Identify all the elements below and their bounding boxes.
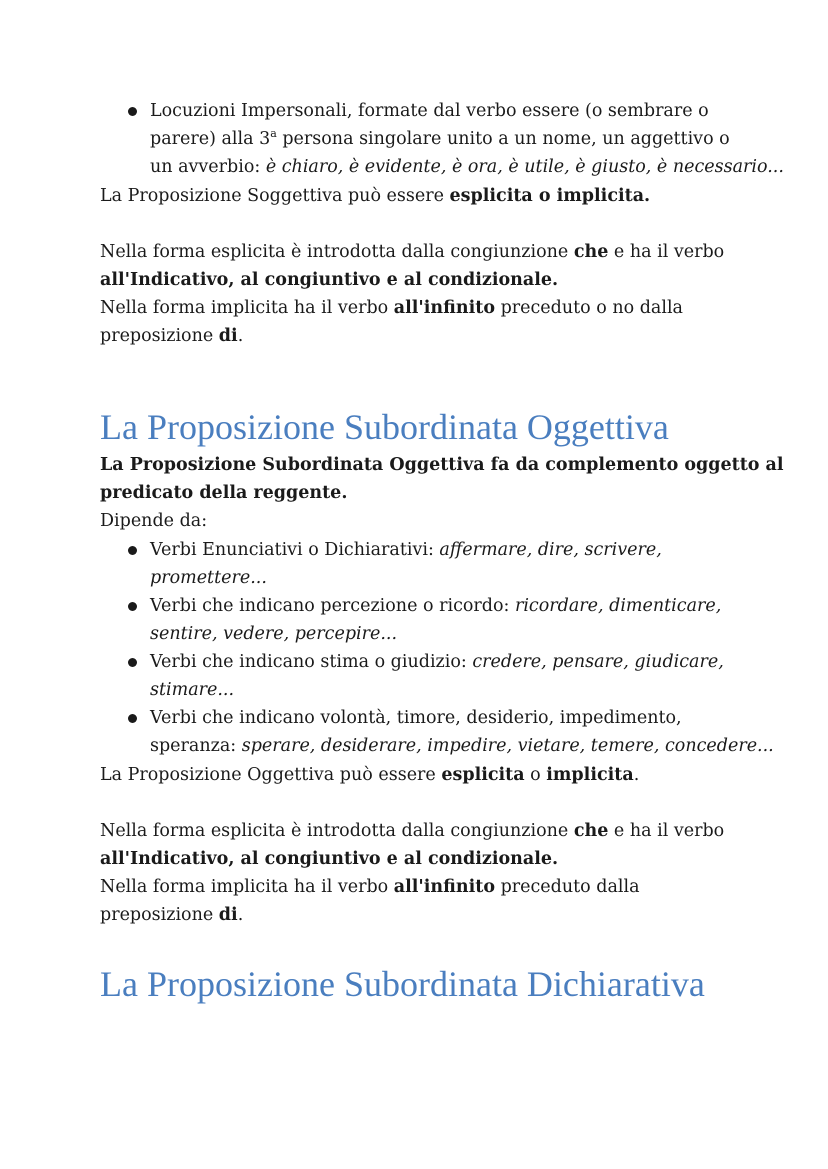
list-item-continuation: parere) alla 3$^a$ persona singolare unito a un nome, un aggettivo o (150, 127, 730, 149)
list-item: Verbi Enunciativi o Dichiarativi: affermare, dire, scrivere, (150, 540, 662, 560)
list-item: Verbi che indicano volontà, timore, desiderio, impedimento, (150, 708, 682, 728)
section-heading: La Proposizione Subordinata Dichiarativa (100, 964, 705, 1004)
list-item: Verbi che indicano percezione o ricordo: ricordare, dimenticare, (150, 596, 722, 616)
paragraph-line: Nella forma implicita ha il verbo all'infinito preceduto dalla (100, 877, 640, 897)
definition: La Proposizione Subordinata Oggettiva fa da complemento oggetto al (100, 455, 784, 475)
list-item-continuation: un avverbio: è chiaro, è evidente, è ora, è utile, è giusto, è necessario... (150, 157, 784, 177)
bullet-dot (128, 546, 137, 555)
paragraph: Nella forma esplicita è introdotta dalla congiunzione che e ha il verbo (100, 242, 725, 262)
bullet-dot (128, 658, 137, 667)
paragraph: La Proposizione Soggettiva può essere esplicita o implicita. (100, 186, 651, 206)
paragraph: Dipende da: (100, 511, 208, 531)
list-item-continuation: sentire, vedere, percepire... (150, 624, 398, 644)
bullet-dot (128, 602, 137, 611)
definition-line: predicato della reggente. (100, 483, 348, 503)
bullet-dot (128, 714, 137, 723)
paragraph-line: Nella forma implicita ha il verbo all'infinito preceduto o no dalla (100, 298, 683, 318)
list-item: Locuzioni Impersonali, formate dal verbo essere (o sembrare o (150, 101, 709, 121)
list-item-continuation: promettere... (150, 568, 267, 588)
paragraph: Nella forma esplicita è introdotta dalla congiunzione che e ha il verbo (100, 821, 725, 841)
list-item-continuation: speranza: sperare, desiderare, impedire, vietare, temere, concedere... (150, 736, 774, 756)
paragraph-line: all'Indicativo, al congiuntivo e al condizionale. (100, 270, 559, 290)
list-item-continuation: stimare... (150, 680, 235, 700)
paragraph-line: preposizione di. (100, 326, 244, 346)
section-heading: La Proposizione Subordinata Oggettiva (100, 407, 669, 447)
bullet-dot (128, 107, 137, 116)
list-item: Verbi che indicano stima o giudizio: credere, pensare, giudicare, (150, 652, 724, 672)
paragraph-line: preposizione di. (100, 905, 244, 925)
paragraph: La Proposizione Oggettiva può essere esplicita o implicita. (100, 765, 640, 785)
paragraph-line: all'Indicativo, al congiuntivo e al condizionale. (100, 849, 559, 869)
